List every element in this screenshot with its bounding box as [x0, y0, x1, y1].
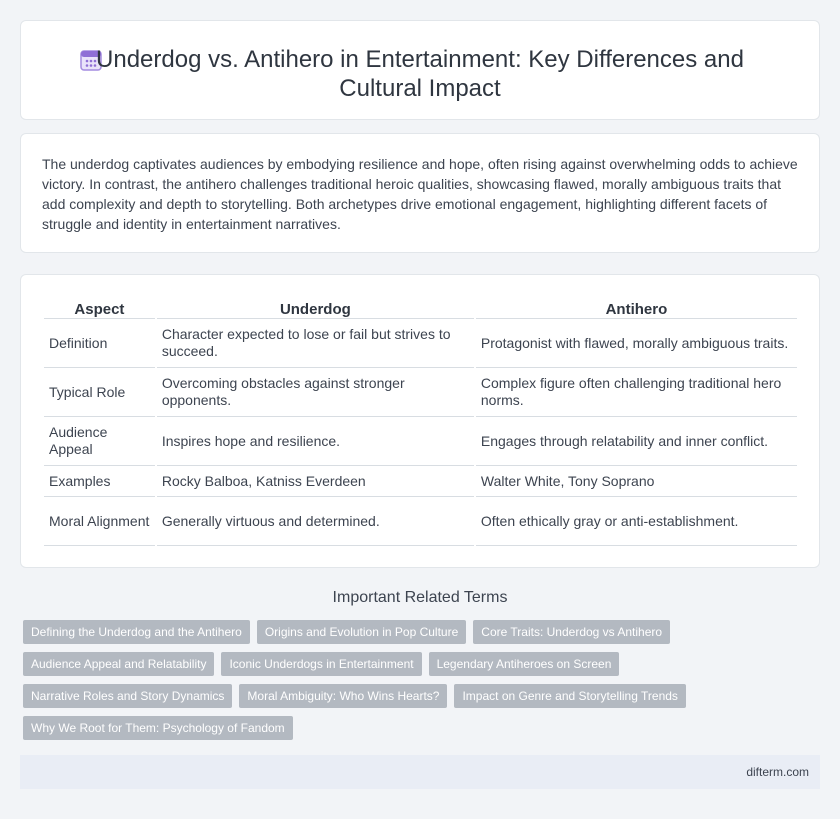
table-row: [44, 368, 797, 417]
table-cell-underdog: Character expected to lose or fail but strives to succeed.: [157, 319, 474, 368]
table-cell-underdog: Rocky Balboa, Katniss Everdeen: [157, 466, 474, 497]
related-term-tag[interactable]: Legendary Antiheroes on Screen: [429, 652, 620, 676]
table-cell-underdog: Overcoming obstacles against stronger opponents.: [157, 368, 474, 417]
table-row: [44, 319, 797, 368]
column-header-aspect: Aspect: [44, 297, 155, 319]
comparison-table: [42, 297, 799, 546]
related-term-tag[interactable]: Core Traits: Underdog vs Antihero: [473, 620, 670, 644]
table-cell-antihero: Often ethically gray or anti-establishment.: [476, 497, 797, 546]
tag-row: [23, 652, 723, 676]
related-term-tag[interactable]: Defining the Underdog and the Antihero: [23, 620, 250, 644]
table-header-row: [44, 297, 797, 319]
intro-card: [20, 133, 820, 253]
header-card: [20, 20, 820, 120]
comparison-table-card: [20, 274, 820, 568]
table-row: [44, 466, 797, 497]
related-term-tag[interactable]: Narrative Roles and Story Dynamics: [23, 684, 232, 708]
related-terms-list: [23, 620, 723, 748]
table-row: [44, 497, 797, 546]
related-term-tag[interactable]: Moral Ambiguity: Who Wins Hearts?: [239, 684, 447, 708]
table-cell-antihero: Protagonist with flawed, morally ambiguous traits.: [476, 319, 797, 368]
table-cell-aspect: Typical Role: [44, 368, 155, 417]
table-cell-aspect: Definition: [44, 319, 155, 368]
table-cell-underdog: Generally virtuous and determined.: [157, 497, 474, 546]
table-cell-underdog: Inspires hope and resilience.: [157, 417, 474, 466]
tag-row: [23, 716, 723, 740]
table-cell-antihero: Complex figure often challenging traditional hero norms.: [476, 368, 797, 417]
related-term-tag[interactable]: Origins and Evolution in Pop Culture: [257, 620, 466, 644]
related-term-tag[interactable]: Audience Appeal and Relatability: [23, 652, 214, 676]
table-cell-antihero: Walter White, Tony Soprano: [476, 466, 797, 497]
table-cell-antihero: Engages through relatability and inner conflict.: [476, 417, 797, 466]
table-row: [44, 417, 797, 466]
intro-paragraph: The underdog captivates audiences by embodying resilience and hope, often rising against overwhelming odds to achieve victory. In contrast, the antihero challenges traditional heroic qualities, showcasing flawed, morally ambiguous traits that add complexity and depth to storytelling. Both archetypes drive emotional engagement, highlighting different facets of struggle and identity in entertainment narratives.: [42, 156, 798, 232]
footer: [20, 755, 820, 789]
column-header-underdog: Underdog: [157, 297, 474, 319]
tag-row: [23, 684, 723, 708]
table-cell-aspect: Moral Alignment: [44, 497, 155, 546]
related-terms-title: Important Related Terms: [332, 589, 508, 606]
table-cell-aspect: Examples: [44, 466, 155, 497]
tag-row: [23, 620, 723, 644]
table-cell-aspect: Audience Appeal: [44, 417, 155, 466]
related-term-tag[interactable]: Why We Root for Them: Psychology of Fandom: [23, 716, 293, 740]
page-title: Underdog vs. Antihero in Entertainment: Key Differences and Cultural Impact: [96, 46, 744, 102]
related-term-tag[interactable]: Impact on Genre and Storytelling Trends: [454, 684, 685, 708]
footer-site-link[interactable]: difterm.com: [746, 765, 809, 779]
related-term-tag[interactable]: Iconic Underdogs in Entertainment: [221, 652, 421, 676]
column-header-antihero: Antihero: [476, 297, 797, 319]
